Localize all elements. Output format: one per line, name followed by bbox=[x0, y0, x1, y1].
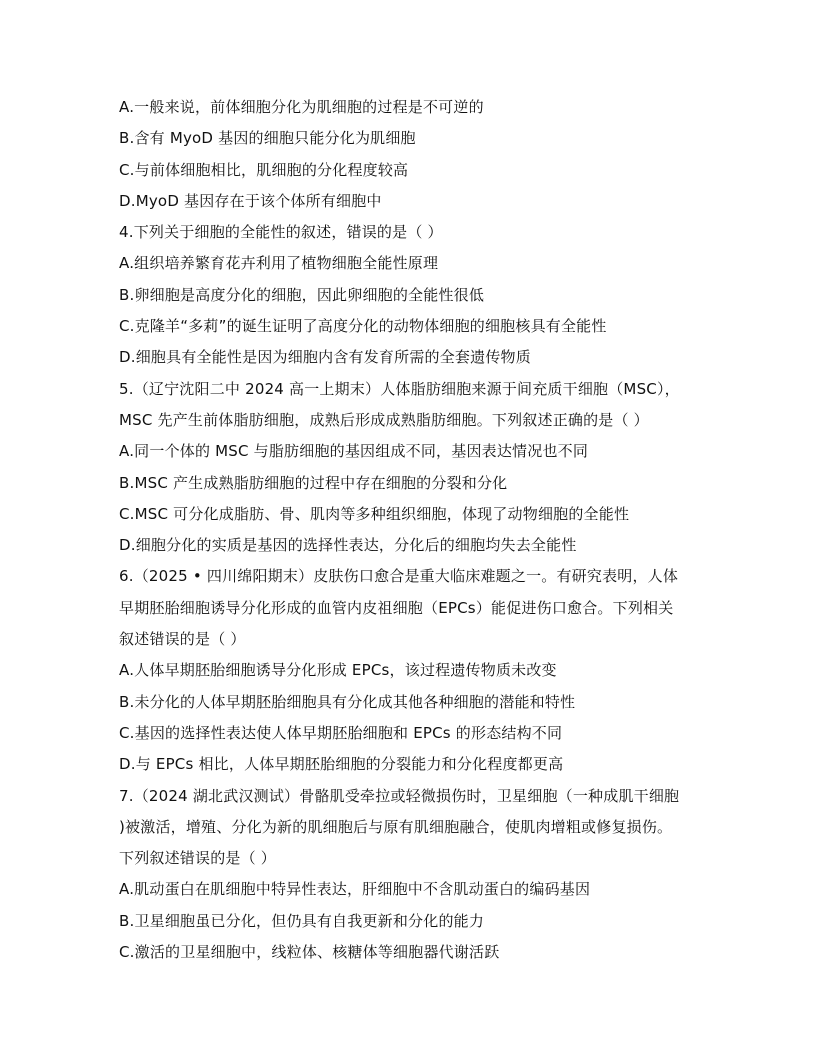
q4-option-b: B.卵细胞是高度分化的细胞，因此卵细胞的全能性很低 bbox=[119, 285, 485, 304]
q5-option-a: A.同一个体的 MSC 与脂肪细胞的基因组成不同，基因表达情况也不同 bbox=[119, 442, 589, 461]
q6-option-d: D.与 EPCs 相比，人体早期胚胎细胞的分裂能力和分化程度都更高 bbox=[119, 755, 564, 774]
q7-option-c: C.激活的卫星细胞中，线粒体、核糖体等细胞器代谢活跃 bbox=[119, 943, 500, 962]
q3-option-b: B.含有 MyoD 基因的细胞只能分化为肌细胞 bbox=[119, 129, 416, 148]
q4-option-a: A.组织培养繁育花卉利用了植物细胞全能性原理 bbox=[119, 254, 439, 273]
q3-option-c: C.与前体细胞相比，肌细胞的分化程度较高 bbox=[119, 160, 409, 179]
q6-option-c: C.基因的选择性表达使人体早期胚胎细胞和 EPCs 的形态结构不同 bbox=[119, 723, 563, 742]
q4-stem: 4.下列关于细胞的全能性的叙述，错误的是（ ） bbox=[119, 223, 443, 242]
q6-stem-line-2: 早期胚胎细胞诱导分化形成的血管内皮祖细胞（EPCs）能促进伤口愈合。下列相关 bbox=[119, 598, 674, 617]
q4-option-d: D.细胞具有全能性是因为细胞内含有发育所需的全套遗传物质 bbox=[119, 348, 531, 367]
q5-stem-line-1: 5.（辽宁沈阳二中 2024 高一上期末）人体脂肪细胞来源于间充质干细胞（MSC）， bbox=[119, 379, 680, 398]
q5-option-b: B.MSC 产生成熟脂肪细胞的过程中存在细胞的分裂和分化 bbox=[119, 473, 508, 492]
q7-stem-line-2: )被激活，增殖、分化为新的肌细胞后与原有肌细胞融合，使肌肉增粗或修复损伤。 bbox=[119, 817, 673, 836]
q5-option-c: C.MSC 可分化成脂肪、骨、肌肉等多种组织细胞，体现了动物细胞的全能性 bbox=[119, 504, 630, 523]
q5-option-d: D.细胞分化的实质是基因的选择性表达，分化后的细胞均失去全能性 bbox=[119, 536, 577, 555]
q7-option-a: A.肌动蛋白在肌细胞中特异性表达，肝细胞中不含肌动蛋白的编码基因 bbox=[119, 880, 591, 899]
q7-stem-line-1: 7.（2024 湖北武汉测试）骨骼肌受牵拉或轻微损伤时，卫星细胞（一种成肌干细胞 bbox=[119, 786, 680, 805]
q6-stem-line-1: 6.（2025 • 四川绵阳期末）皮肤伤口愈合是重大临床难题之一。有研究表明，人体 bbox=[119, 567, 679, 586]
q6-option-a: A.人体早期胚胎细胞诱导分化形成 EPCs，该过程遗传物质未改变 bbox=[119, 661, 557, 680]
q6-option-b: B.未分化的人体早期胚胎细胞具有分化成其他各种细胞的潜能和特性 bbox=[119, 692, 576, 711]
q4-option-c: C.克隆羊“多莉”的诞生证明了高度分化的动物体细胞的细胞核具有全能性 bbox=[119, 317, 607, 336]
q3-option-a: A.一般来说，前体细胞分化为肌细胞的过程是不可逆的 bbox=[119, 98, 484, 116]
q7-option-b: B.卫星细胞虽已分化，但仍具有自我更新和分化的能力 bbox=[119, 911, 485, 930]
document-body bbox=[119, 92, 704, 968]
q7-stem-line-3: 下列叙述错误的是（ ） bbox=[119, 849, 276, 868]
q5-stem-line-2: MSC 先产生前体脂肪细胞，成熟后形成成熟脂肪细胞。下列叙述正确的是（ ） bbox=[119, 410, 649, 429]
q3-option-d: D.MyoD 基因存在于该个体所有细胞中 bbox=[119, 191, 382, 210]
q6-stem-line-3: 叙述错误的是（ ） bbox=[119, 630, 246, 649]
